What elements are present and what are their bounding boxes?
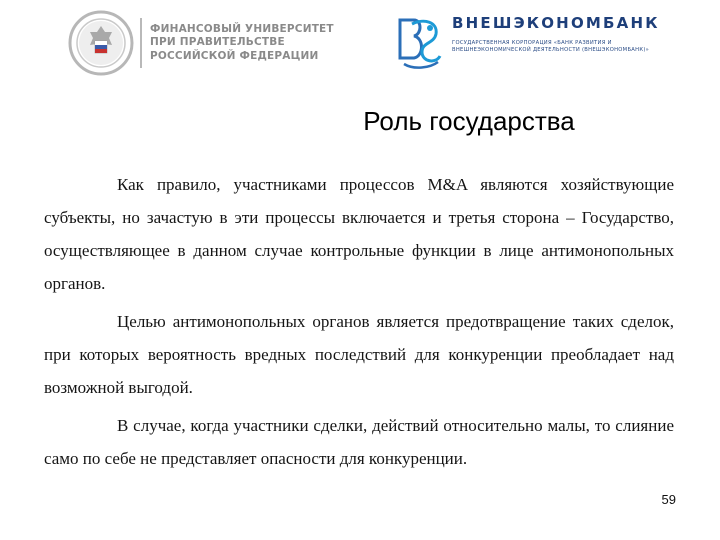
- university-seal-icon: [68, 10, 134, 76]
- veb-emblem-icon: [394, 12, 446, 72]
- bank-subtitle-line2: ВНЕШНЕЭКОНОМИЧЕСКОЙ ДЕЯТЕЛЬНОСТИ (ВНЕШЭКОНОМБАНК)»: [452, 47, 650, 53]
- slide-title: Роль государства: [363, 106, 575, 136]
- financial-university-logo: [68, 10, 334, 76]
- university-name-line2: ПРИ ПРАВИТЕЛЬСТВЕ: [150, 36, 285, 49]
- bank-subtitle: [452, 40, 660, 54]
- paragraph-3: В случае, когда участники сделки, действий относительно малы, то слияние само по себе не представляет опасности для конкуренции.: [44, 416, 674, 468]
- logo-divider: [140, 18, 142, 68]
- university-name-line1: ФИНАНСОВЫЙ УНИВЕРСИТЕТ: [150, 22, 334, 35]
- slide-body: [44, 168, 674, 475]
- page-number: 59: [661, 492, 676, 507]
- university-name: [150, 23, 334, 64]
- vneshekonombank-logo: [394, 12, 660, 72]
- paragraph-1: Как правило, участниками процессов M&A являются хозяйствующие субъекты, но зачастую в эти процессы включается и третья сторона – Государство, осуществляющее в данном случае контрольные функции в лице антимонопольных органов.: [44, 175, 674, 293]
- university-name-line3: РОССИЙСКОЙ ФЕДЕРАЦИИ: [150, 49, 319, 62]
- bank-subtitle-line1: ГОСУДАРСТВЕННАЯ КОРПОРАЦИЯ «БАНК РАЗВИТИЯ И: [452, 40, 612, 46]
- paragraph-2: Целью антимонопольных органов является предотвращение таких сделок, при которых вероятность вредных последствий для конкуренции преобладает над возможной выгодой.: [44, 312, 674, 397]
- slide-header: [0, 0, 720, 90]
- slide-title-row: [0, 106, 720, 137]
- bank-name: ВНЕШЭКОНОМБАНК: [452, 14, 660, 32]
